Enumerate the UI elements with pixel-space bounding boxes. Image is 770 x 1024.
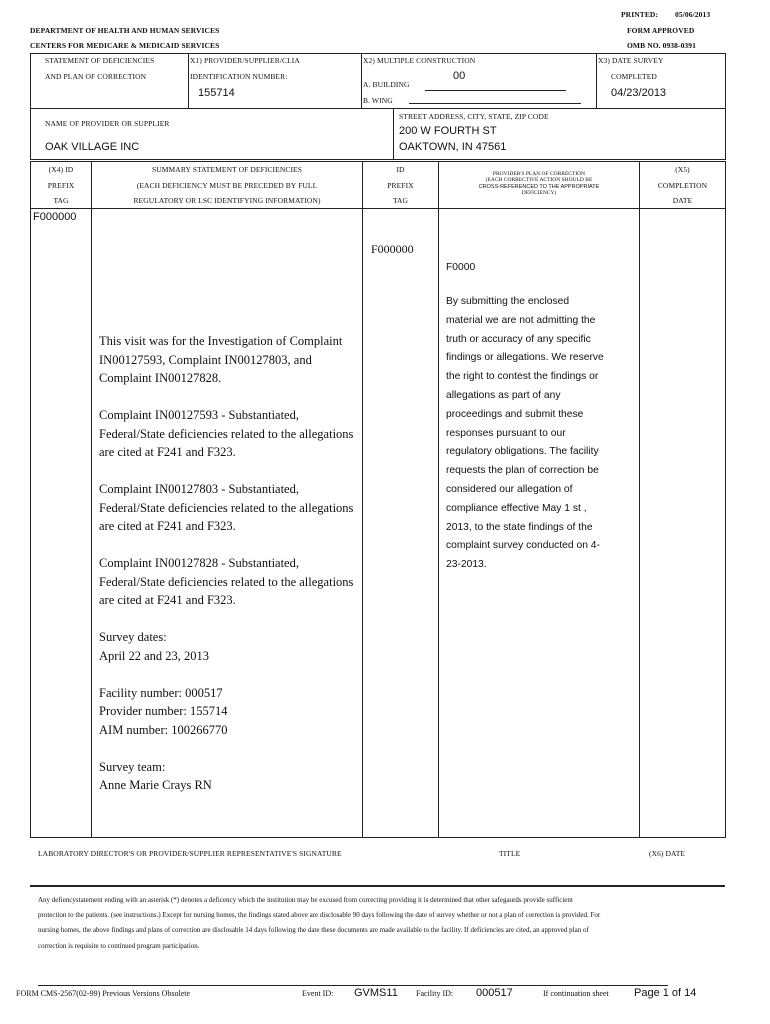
centers-title: CENTERS FOR MEDICARE & MEDICAID SERVICES <box>30 41 220 50</box>
plan-header-3: CROSS-REFERENCED TO THE APPROPRIATE <box>478 183 600 190</box>
page-number: Page 1 of 14 <box>634 987 697 999</box>
omb-number: OMB NO. 0938-0391 <box>627 41 696 50</box>
building-label: A. BUILDING <box>363 80 410 89</box>
summary-facility-numbers: Facility number: 000517 Provider number: 155714 AIM number: 100266770 <box>99 685 228 737</box>
summary-paragraph-complaint-3: Complaint IN00127828 - Substantiated, Federal/State deficiencies related to the allegations are cited at F241 and F323. <box>99 556 354 607</box>
building-value: 00 <box>453 70 466 82</box>
plan-header-1: PROVIDER'S PLAN OF CORRECTION <box>492 171 586 177</box>
summary-survey-dates: Survey dates: April 22 and 23, 2013 <box>99 630 210 663</box>
plan-header <box>439 171 639 197</box>
right-prefix-tag: F000000 <box>371 242 414 256</box>
address-line-1: 200 W FOURTH ST <box>399 125 497 137</box>
x1-label-2: IDENTIFICATION NUMBER: <box>190 72 288 81</box>
wing-label: B. WING <box>363 96 393 105</box>
summary-statement <box>99 332 357 795</box>
x3-label-1: X3) DATE SURVEY <box>598 56 664 65</box>
summary-survey-team: Survey team: Anne Marie Crays RN <box>99 759 212 792</box>
address-line-2: OAKTOWN, IN 47561 <box>399 141 507 153</box>
event-id-label: Event ID: <box>302 989 334 998</box>
x4-header-3: TAG <box>53 196 69 205</box>
plan-header-4: DEFICIENCY) <box>521 190 557 197</box>
x4-header-2: PREFIX <box>47 181 75 190</box>
id-header-1: ID <box>396 165 405 174</box>
x5-header-2: COMPLETION <box>657 181 708 190</box>
event-id-value: GVMS11 <box>354 987 398 999</box>
department-title: DEPARTMENT OF HEALTH AND HUMAN SERVICES <box>30 26 220 35</box>
facility-id-label: Facility ID: <box>416 989 454 998</box>
left-prefix-tag: F000000 <box>33 211 77 223</box>
disclaimer-footnote: Any defiencystatement ending with an asterisk (*) denotes a deficency which the institution may be excused from correcting providing it is determined that other safegaurds provide sufficient protection to the patients. (see instructions.) Except for nursing homes, the findings stated above are disclosable 90 days following the date of survey whether or not a plan of correction is provided. For nursing homes, the above findings and plans of correction are disclosable 14 days following the date these documents are made available to the facility. If deficiencies are cited, an approved plan of correction is requisite to continued program participation. <box>38 896 601 950</box>
provider-name: OAK VILLAGE INC <box>45 141 140 153</box>
x5-header-3: DATE <box>672 196 693 205</box>
id-header-3: TAG <box>392 196 409 205</box>
signature-label: LABORATORY DIRECTOR'S OR PROVIDER/SUPPLIER REPRESENTATIVE'S SIGNATURE <box>38 849 342 858</box>
survey-completed-date: 04/23/2013 <box>611 87 667 99</box>
plan-header-2: (EACH CORRECTIVE ACTION SHOULD BE <box>485 177 593 184</box>
provider-name-label: NAME OF PROVIDER OR SUPPLIER <box>45 119 170 128</box>
correction-tag: F0000 <box>446 262 476 273</box>
summary-paragraph-complaint-2: Complaint IN00127803 - Substantiated, Federal/State deficiencies related to the allegations are cited at F241 and F323. <box>99 482 354 533</box>
summary-header-1: SUMMARY STATEMENT OF DEFICIENCIES <box>151 165 302 174</box>
printed-date: 05/06/2013 <box>675 10 711 19</box>
title-label: TITLE <box>499 849 521 858</box>
provider-id-value: 155714 <box>198 87 235 99</box>
summary-paragraph-complaint-1: Complaint IN00127593 - Substantiated, Federal/State deficiencies related to the allegations are cited at F241 and F323. <box>99 408 354 459</box>
statement-label-2: AND PLAN OF CORRECTION <box>45 72 147 81</box>
form-approved: FORM APPROVED <box>627 26 695 35</box>
continuation-label: If continuation sheet <box>543 989 609 998</box>
x3-label-2: COMPLETED <box>611 72 657 81</box>
form-number: FORM CMS-2567(02-99) Previous Versions Obsolete <box>16 989 191 998</box>
facility-id-value: 000517 <box>476 987 513 999</box>
x4-header-1: (X4) ID <box>48 165 74 174</box>
statement-label-1: STATEMENT OF DEFICIENCIES <box>45 56 155 65</box>
date-label: (X6) DATE <box>649 849 686 858</box>
x2-label: X2) MULTIPLE CONSTRUCTION <box>363 56 476 65</box>
id-header-2: PREFIX <box>387 181 414 190</box>
summary-header-3: REGULATORY OR LSC IDENTIFYING INFORMATION) <box>133 196 321 205</box>
plan-of-correction-text: By submitting the enclosed material we are not admitting the truth or accuracy of any specific findings or allegations. We reserve the right to contest the findings or allegations as part of any proceedings and submit these responses pursuant to our regulatory obligations. The facility requests the plan of correction be considered our allegation of compliance effective May 1 st , 2013, to the state findings of the complaint survey conducted on 4-23-2013. <box>446 296 604 571</box>
x5-header-1: (X5) <box>675 165 690 174</box>
printed-label: PRINTED: <box>621 10 659 19</box>
x1-label-1: X1) PROVIDER/SUPPLIER/CLIA <box>190 56 300 65</box>
summary-header-2: (EACH DEFICIENCY MUST BE PRECEDED BY FULL <box>136 181 318 190</box>
address-label: STREET ADDRESS, CITY, STATE, ZIP CODE <box>399 112 549 121</box>
summary-paragraph-intro: This visit was for the Investigation of Complaint IN00127593, Complaint IN00127803, and Complaint IN00127828. <box>99 334 343 385</box>
